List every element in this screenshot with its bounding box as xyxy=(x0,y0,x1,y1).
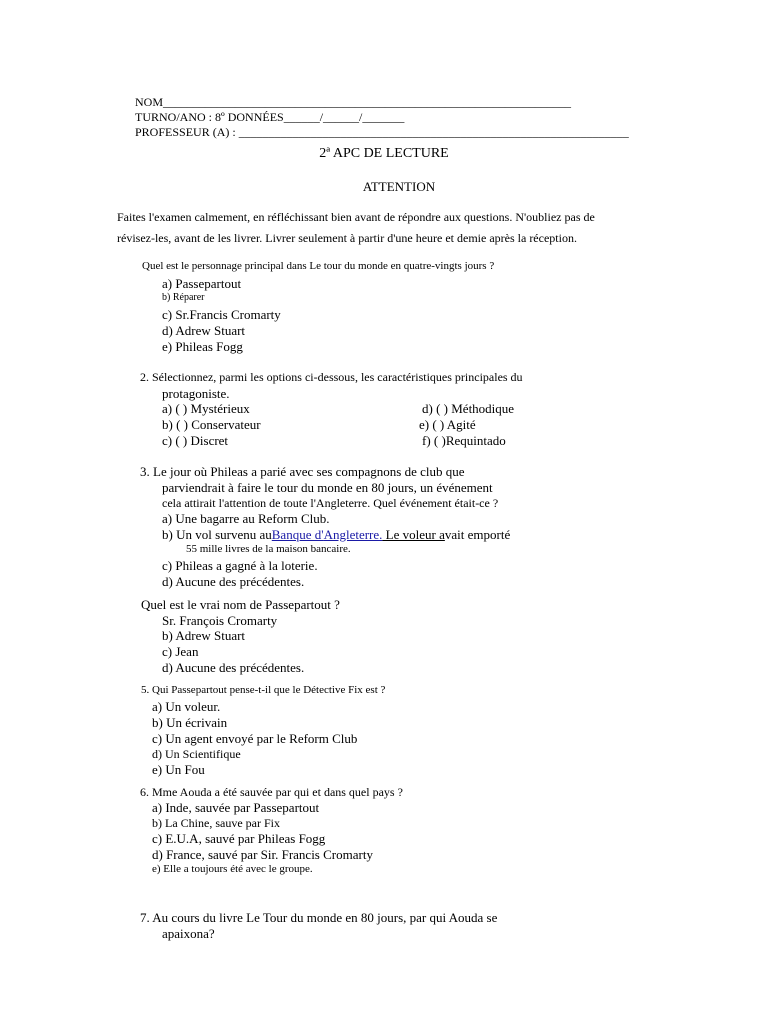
question-1-stem: Quel est le personnage principal dans Le tour du monde en quatre-vingts jours ? xyxy=(142,260,495,272)
q3-option-b-underlined: Le voleur a xyxy=(382,527,445,542)
q4-option-b[interactable]: b) Adrew Stuart xyxy=(162,628,246,643)
q6-option-b[interactable]: b) La Chine, sauve par Fix xyxy=(152,816,280,830)
q6-option-c[interactable]: c) E.U.A, sauvé par Phileas Fogg xyxy=(152,831,326,846)
q3-option-b-continued: 55 mille livres de la maison bancaire. xyxy=(186,543,351,555)
q6-option-d[interactable]: d) France, sauvé par Sir. Francis Cromarty xyxy=(152,847,373,862)
question-4-stem: Quel est le vrai nom de Passepartout ? xyxy=(141,597,340,612)
q2-option-f[interactable]: f) ( )Requintado xyxy=(422,433,506,448)
attention-heading: ATTENTION xyxy=(362,179,436,194)
name-field-line[interactable]: NOM____________________________________________________________________ xyxy=(135,95,572,109)
teacher-field-line[interactable]: PROFESSEUR (A) : _________________________________________________________________ xyxy=(135,125,629,139)
q2-option-d[interactable]: d) ( ) Méthodique xyxy=(422,401,515,416)
england-link[interactable]: Angleterre. xyxy=(323,527,383,542)
q5-option-a[interactable]: a) Un voleur. xyxy=(152,699,221,714)
question-2-stem-line-2: protagoniste. xyxy=(162,386,230,401)
q1-option-c[interactable]: c) Sr.Francis Cromarty xyxy=(162,307,281,322)
class-date-line[interactable]: TURNO/ANO : 8º DONNÉES______/______/_______ xyxy=(135,110,405,124)
q3-option-a[interactable]: a) Une bagarre au Reform Club. xyxy=(162,511,330,526)
q3-option-c[interactable]: c) Phileas a gagné à la loterie. xyxy=(162,558,318,573)
q6-option-e[interactable]: e) Elle a toujours été avec le groupe. xyxy=(152,863,313,875)
question-2-stem-line-1: 2. Sélectionnez, parmi les options ci-dessous, les caractéristiques principales du xyxy=(140,370,523,384)
q5-option-c[interactable]: c) Un agent envoyé par le Reform Club xyxy=(152,731,358,746)
question-7-stem-line-1: 7. Au cours du livre Le Tour du monde en 80 jours, par qui Aouda se xyxy=(140,910,498,925)
q2-option-c[interactable]: c) ( ) Discret xyxy=(162,433,229,448)
page-title: 2ª APC DE LECTURE xyxy=(319,146,449,161)
q1-option-e[interactable]: e) Phileas Fogg xyxy=(162,339,243,354)
q3-option-b-text: b) Un vol survenu au xyxy=(162,527,272,542)
q4-option-d[interactable]: d) Aucune des précédentes. xyxy=(162,660,305,675)
q3-option-d[interactable]: d) Aucune des précédentes. xyxy=(162,574,305,589)
q1-option-b[interactable]: b) Réparer xyxy=(162,292,205,303)
q2-option-a[interactable]: a) ( ) Mystérieux xyxy=(162,401,250,416)
q1-option-d[interactable]: d) Adrew Stuart xyxy=(162,323,246,338)
q4-option-a[interactable]: Sr. François Cromarty xyxy=(162,613,278,628)
q5-option-e[interactable]: e) Un Fou xyxy=(152,762,205,777)
question-5-stem: 5. Qui Passepartout pense-t-il que le Détective Fix est ? xyxy=(141,684,386,696)
question-3-stem-line-3: cela attirait l'attention de toute l'Angleterre. Quel événement était-ce ? xyxy=(162,496,499,510)
q1-option-a[interactable]: a) Passepartout xyxy=(162,276,242,291)
question-7-stem-line-2: apaixona? xyxy=(162,926,215,941)
question-3-stem-line-1: 3. Le jour où Phileas a parié avec ses compagnons de club que xyxy=(140,464,465,479)
q2-option-e[interactable]: e) ( ) Agité xyxy=(419,417,476,432)
q6-option-a[interactable]: a) Inde, sauvée par Passepartout xyxy=(152,800,320,815)
q4-option-c[interactable]: c) Jean xyxy=(162,644,199,659)
question-3-stem-line-2: parviendrait à faire le tour du monde en 80 jours, un événement xyxy=(162,480,493,495)
bank-link[interactable]: Banque d' xyxy=(271,527,324,542)
q3-option-b-end: vait emporté xyxy=(444,527,511,542)
q5-option-d[interactable]: d) Un Scientifique xyxy=(152,747,241,761)
instructions-line-1: Faites l'examen calmement, en réfléchissant bien avant de répondre aux questions. N'oubliez pas de xyxy=(117,210,595,224)
q3-option-b[interactable] xyxy=(162,527,510,543)
q5-option-b[interactable]: b) Un écrivain xyxy=(152,715,228,730)
question-6-stem: 6. Mme Aouda a été sauvée par qui et dans quel pays ? xyxy=(140,785,403,799)
q2-option-b[interactable]: b) ( ) Conservateur xyxy=(162,417,261,432)
instructions-line-2: révisez-les, avant de les livrer. Livrer seulement à partir d'une heure et demie après la réception. xyxy=(117,231,577,245)
